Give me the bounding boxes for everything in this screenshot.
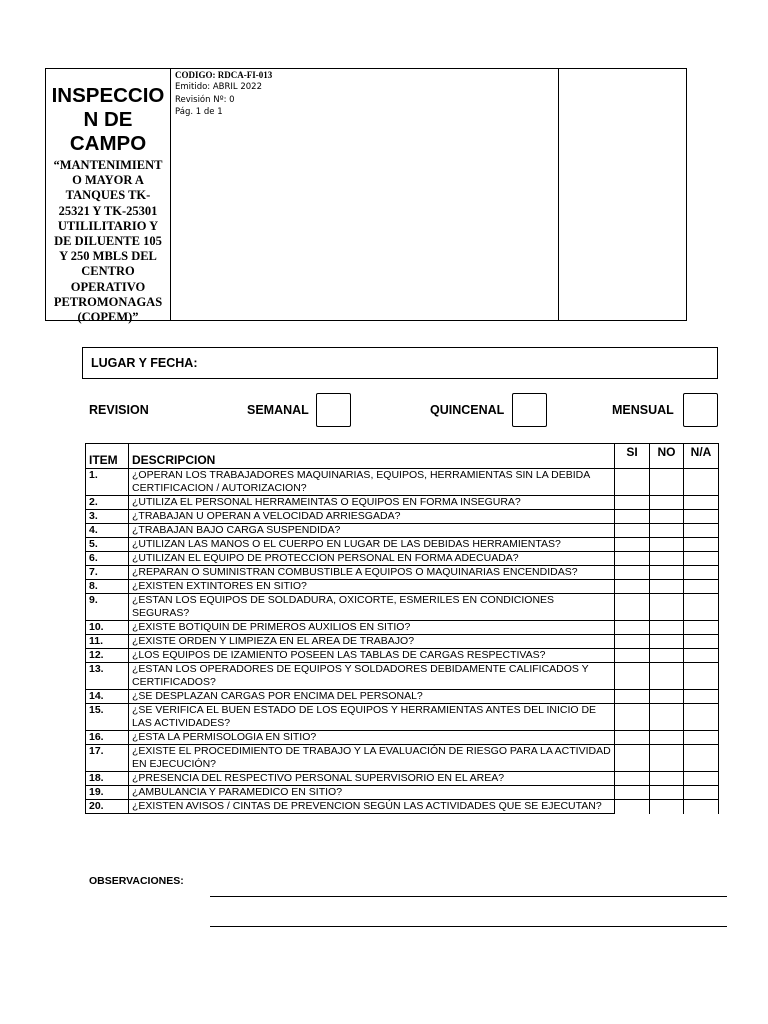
item-number: 1. — [86, 469, 129, 496]
item-description: ¿PRESENCIA DEL RESPECTIVO PERSONAL SUPERVISORIO EN EL AREA? — [129, 772, 615, 786]
no-cell[interactable] — [650, 800, 684, 814]
yes-cell[interactable] — [615, 800, 650, 814]
yes-cell[interactable] — [615, 552, 650, 566]
table-row — [86, 745, 719, 772]
monthly-checkbox[interactable] — [683, 393, 718, 427]
table-row — [86, 538, 719, 552]
yes-cell[interactable] — [615, 663, 650, 690]
yes-cell[interactable] — [615, 566, 650, 580]
no-cell[interactable] — [650, 538, 684, 552]
yes-cell[interactable] — [615, 621, 650, 635]
no-cell[interactable] — [650, 635, 684, 649]
no-cell[interactable] — [650, 786, 684, 800]
yes-cell[interactable] — [615, 772, 650, 786]
na-cell[interactable] — [684, 704, 719, 731]
table-row — [86, 496, 719, 510]
document-code: CODIGO: RDCA-FI-013 — [175, 70, 273, 80]
item-number: 13. — [86, 663, 129, 690]
item-description: ¿EXISTEN AVISOS / CINTAS DE PREVENCION SEGÚN LAS ACTIVIDADES QUE SE EJECUTAN? — [129, 800, 615, 814]
yes-cell[interactable] — [615, 690, 650, 704]
no-cell[interactable] — [650, 580, 684, 594]
na-cell[interactable] — [684, 731, 719, 745]
item-number: 5. — [86, 538, 129, 552]
item-description: ¿EXISTE BOTIQUIN DE PRIMEROS AUXILIOS EN SITIO? — [129, 621, 615, 635]
item-number: 2. — [86, 496, 129, 510]
biweekly-label: QUINCENAL — [430, 403, 505, 417]
item-column-header: ITEM — [86, 444, 129, 469]
yes-cell[interactable] — [615, 731, 650, 745]
form-subtitle-line: DE DILUENTE 105 — [54, 234, 162, 249]
weekly-checkbox[interactable] — [316, 393, 351, 427]
form-subtitle-line: TANQUES TK- — [65, 188, 151, 203]
title-cell — [46, 69, 171, 325]
form-title-line: INSPECCIO — [51, 84, 165, 107]
form-subtitle-line: 25321 Y TK-25301 — [58, 203, 158, 218]
form-subtitle-line: Y 250 MBLS DEL — [59, 249, 157, 264]
table-row — [86, 649, 719, 663]
item-description: ¿EXISTE ORDEN Y LIMPIEZA EN EL AREA DE TRABAJO? — [129, 635, 615, 649]
table-row — [86, 469, 719, 496]
no-cell[interactable] — [650, 745, 684, 772]
no-cell[interactable] — [650, 772, 684, 786]
no-cell[interactable] — [650, 704, 684, 731]
item-description: ¿REPARAN O SUMINISTRAN COMBUSTIBLE A EQUIPOS O MAQUINARIAS ENCENDIDAS? — [129, 566, 615, 580]
monthly-label: MENSUAL — [612, 403, 674, 417]
item-description: ¿ESTAN LOS OPERADORES DE EQUIPOS Y SOLDADORES DEBIDAMENTE CALIFICADOS Y CERTIFICADOS? — [129, 663, 615, 690]
na-cell[interactable] — [684, 635, 719, 649]
item-number: 8. — [86, 580, 129, 594]
na-cell[interactable] — [684, 594, 719, 621]
yes-cell[interactable] — [615, 745, 650, 772]
item-description: ¿LOS EQUIPOS DE IZAMIENTO POSEEN LAS TABLAS DE CARGAS RESPECTIVAS? — [129, 649, 615, 663]
item-number: 18. — [86, 772, 129, 786]
no-cell[interactable] — [650, 496, 684, 510]
table-row — [86, 786, 719, 800]
item-description: ¿SE VERIFICA EL BUEN ESTADO DE LOS EQUIPOS Y HERRAMIENTAS ANTES DEL INICIO DE LAS ACTIVIDADES? — [129, 704, 615, 731]
form-subtitle-line: UTILILITARIO Y — [57, 218, 159, 233]
na-cell[interactable] — [684, 800, 719, 814]
no-cell[interactable] — [650, 566, 684, 580]
item-description: ¿UTILIZAN LAS MANOS O EL CUERPO EN LUGAR DE LAS DEBIDAS HERRAMIENTAS? — [129, 538, 615, 552]
yes-cell[interactable] — [615, 580, 650, 594]
form-title-line: N DE — [83, 108, 133, 131]
no-cell[interactable] — [650, 469, 684, 496]
place-date-field[interactable] — [82, 347, 718, 379]
form-subtitle-line: O MAYOR A — [72, 173, 144, 188]
item-description: ¿TRABAJAN U OPERAN A VELOCIDAD ARRIESGADA? — [129, 510, 615, 524]
na-cell[interactable] — [684, 649, 719, 663]
form-subtitle-line: “MANTENIMIENT — [53, 158, 163, 172]
yes-cell[interactable] — [615, 786, 650, 800]
no-cell[interactable] — [650, 524, 684, 538]
description-column-header: DESCRIPCION — [129, 444, 615, 469]
no-cell[interactable] — [650, 621, 684, 635]
table-row — [86, 524, 719, 538]
item-number: 16. — [86, 731, 129, 745]
table-row — [86, 552, 719, 566]
no-cell[interactable] — [650, 510, 684, 524]
table-row — [86, 663, 719, 690]
no-cell[interactable] — [650, 663, 684, 690]
na-cell[interactable] — [684, 552, 719, 566]
item-number: 4. — [86, 524, 129, 538]
item-number: 12. — [86, 649, 129, 663]
yes-cell[interactable] — [615, 496, 650, 510]
yes-column-header: SI — [615, 444, 650, 469]
item-description: ¿OPERAN LOS TRABAJADORES MAQUINARIAS, EQUIPOS, HERRAMIENTAS SIN LA DEBIDA CERTIFICACION / AUTORIZACION? — [129, 469, 615, 496]
observations-line[interactable] — [210, 926, 727, 927]
biweekly-checkbox[interactable] — [512, 393, 547, 427]
na-cell[interactable] — [684, 538, 719, 552]
item-number: 10. — [86, 621, 129, 635]
na-cell[interactable] — [684, 510, 719, 524]
yes-cell[interactable] — [615, 649, 650, 663]
na-cell[interactable] — [684, 566, 719, 580]
issued-date: Emitido: ABRIL 2022 — [175, 82, 262, 92]
item-number: 9. — [86, 594, 129, 621]
yes-cell[interactable] — [615, 524, 650, 538]
table-row — [86, 580, 719, 594]
document-header — [45, 68, 687, 325]
table-row — [86, 510, 719, 524]
table-header-row — [86, 444, 719, 469]
no-cell[interactable] — [650, 731, 684, 745]
na-column-header: N/A — [684, 444, 719, 469]
no-cell[interactable] — [650, 690, 684, 704]
table-row — [86, 704, 719, 731]
na-cell[interactable] — [684, 745, 719, 772]
form-subtitle-line: (COPEM)” — [77, 310, 139, 325]
yes-cell[interactable] — [615, 594, 650, 621]
document-control-cell — [171, 69, 559, 320]
revision-number: Revisión Nº: 0 — [175, 94, 235, 105]
na-cell[interactable] — [684, 690, 719, 704]
item-description: ¿EXISTEN EXTINTORES EN SITIO? — [129, 580, 615, 594]
logo-cell — [559, 69, 686, 320]
table-row — [86, 621, 719, 635]
yes-cell[interactable] — [615, 635, 650, 649]
no-cell[interactable] — [650, 594, 684, 621]
item-description: ¿TRABAJAN BAJO CARGA SUSPENDIDA? — [129, 524, 615, 538]
item-description: ¿EXISTE EL PROCEDIMIENTO DE TRABAJO Y LA EVALUACIÓN DE RIESGO PARA LA ACTIVIDAD EN EJECUCIÓN? — [129, 745, 615, 772]
item-number: 3. — [86, 510, 129, 524]
form-title — [46, 84, 170, 156]
na-cell[interactable] — [684, 469, 719, 496]
na-cell[interactable] — [684, 663, 719, 690]
yes-cell[interactable] — [615, 469, 650, 496]
table-row — [86, 690, 719, 704]
item-description: ¿ESTAN LOS EQUIPOS DE SOLDADURA, OXICORTE, ESMERILES EN CONDICIONES SEGURAS? — [129, 594, 615, 621]
na-cell[interactable] — [684, 496, 719, 510]
item-number: 11. — [86, 635, 129, 649]
no-cell[interactable] — [650, 649, 684, 663]
item-number: 6. — [86, 552, 129, 566]
form-subtitle — [46, 158, 170, 325]
yes-cell[interactable] — [615, 704, 650, 731]
item-description: ¿AMBULANCIA Y PARAMEDICO EN SITIO? — [129, 786, 615, 800]
na-cell[interactable] — [684, 786, 719, 800]
table-row — [86, 594, 719, 621]
item-description: ¿ESTA LA PERMISOLOGIA EN SITIO? — [129, 731, 615, 745]
table-row — [86, 635, 719, 649]
item-number: 17. — [86, 745, 129, 772]
item-number: 7. — [86, 566, 129, 580]
no-column-header: NO — [650, 444, 684, 469]
form-title-line: CAMPO — [69, 132, 147, 155]
item-number: 20. — [86, 800, 129, 814]
item-number: 15. — [86, 704, 129, 731]
form-subtitle-line: OPERATIVO — [70, 279, 146, 294]
place-date-label: LUGAR Y FECHA: — [91, 356, 198, 370]
yes-cell[interactable] — [615, 510, 650, 524]
item-description: ¿UTILIZA EL PERSONAL HERRAMEINTAS O EQUIPOS EN FORMA INSEGURA? — [129, 496, 615, 510]
revision-label: REVISION — [89, 403, 149, 417]
form-subtitle-line: PETROMONAGAS — [53, 294, 163, 309]
na-cell[interactable] — [684, 621, 719, 635]
table-row — [86, 772, 719, 786]
form-subtitle-line: CENTRO — [81, 264, 135, 279]
item-description: ¿SE DESPLAZAN CARGAS POR ENCIMA DEL PERSONAL? — [129, 690, 615, 704]
table-row — [86, 566, 719, 580]
item-number: 19. — [86, 786, 129, 800]
item-number: 14. — [86, 690, 129, 704]
weekly-label: SEMANAL — [247, 403, 309, 417]
observations-label: OBSERVACIONES: — [89, 875, 184, 887]
na-cell[interactable] — [684, 580, 719, 594]
table-row — [86, 800, 719, 814]
no-cell[interactable] — [650, 552, 684, 566]
inspection-checklist-table — [85, 443, 719, 814]
na-cell[interactable] — [684, 524, 719, 538]
observations-line[interactable] — [210, 896, 727, 897]
item-description: ¿UTILIZAN EL EQUIPO DE PROTECCION PERSONAL EN FORMA ADECUADA? — [129, 552, 615, 566]
table-row — [86, 731, 719, 745]
na-cell[interactable] — [684, 772, 719, 786]
yes-cell[interactable] — [615, 538, 650, 552]
page-number: Pág. 1 de 1 — [175, 107, 223, 117]
